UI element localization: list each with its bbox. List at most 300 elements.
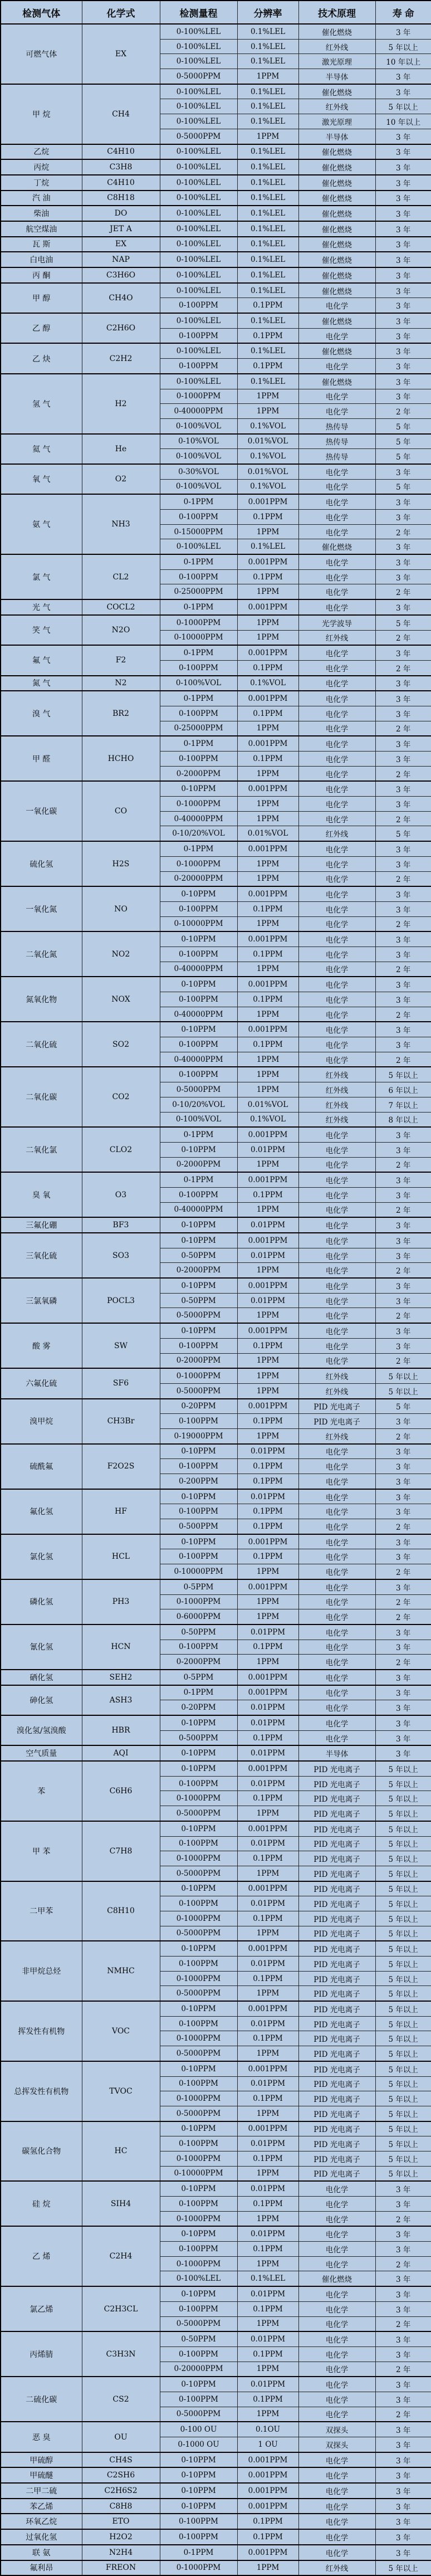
cell-resolution: 0.1%LEL <box>237 206 298 221</box>
cell-chemical-formula: F2O2S <box>82 1444 160 1489</box>
cell-resolution: 1PPM <box>237 1866 298 1881</box>
cell-principle: PID 光电离子 <box>298 1821 375 1836</box>
cell-detection-range: 0-100%LEL <box>160 99 237 114</box>
cell-resolution: 1PPM <box>237 1202 298 1217</box>
cell-detection-range: 0-100%LEL <box>160 283 237 298</box>
cell-principle: 电化学 <box>298 797 375 812</box>
cell-principle: 电化学 <box>298 752 375 767</box>
table-row <box>1 676 431 691</box>
cell-detection-range: 0-1000PPM <box>160 389 237 404</box>
cell-resolution: 0.1PPM <box>237 298 298 313</box>
cell-detection-range: 0-40000PPM <box>160 1202 237 1217</box>
cell-lifespan: 3 年 <box>375 2529 431 2545</box>
cell-detection-range: 0-100PPM <box>160 2136 237 2151</box>
cell-resolution: 1PPM <box>237 69 298 84</box>
cell-chemical-formula: BR2 <box>82 691 160 736</box>
cell-gas-name: 氮 气 <box>1 676 82 691</box>
cell-detection-range: 0-5000PPM <box>160 1926 237 1941</box>
cell-lifespan: 5 年 <box>375 1399 431 1414</box>
cell-chemical-formula: NO2 <box>82 931 160 977</box>
cell-resolution: 0.1%LEL <box>237 2271 298 2286</box>
cell-resolution: 0.01PPM <box>237 2377 298 2392</box>
cell-resolution: 1PPM <box>237 1082 298 1097</box>
cell-detection-range: 0-5000PPM <box>160 2407 237 2422</box>
cell-resolution: 0.1PPM <box>237 1474 298 1489</box>
cell-chemical-formula: HBR <box>82 1715 160 1745</box>
cell-chemical-formula: OU <box>82 2422 160 2452</box>
cell-lifespan: 3 年 <box>375 947 431 962</box>
cell-lifespan: 3 年 <box>375 267 431 283</box>
cell-chemical-formula: N2H4 <box>82 2545 160 2560</box>
cell-detection-range: 0-100PPM <box>160 901 237 916</box>
cell-lifespan: 2 年 <box>375 2362 431 2377</box>
cell-resolution: 0.1PPM <box>237 1640 298 1655</box>
cell-chemical-formula: SEH2 <box>82 1670 160 1685</box>
cell-detection-range: 0-1PPM <box>160 736 237 751</box>
cell-principle: 电化学 <box>298 1700 375 1715</box>
cell-principle: 电化学 <box>298 2242 375 2257</box>
cell-detection-range: 0-100PPM <box>160 1896 237 1911</box>
cell-principle: 电化学 <box>298 1052 375 1067</box>
cell-detection-range: 0-100%VOL <box>160 676 237 691</box>
cell-lifespan: 3 年 <box>375 1323 431 1338</box>
cell-chemical-formula: C8H18 <box>82 191 160 206</box>
cell-principle: 电化学 <box>298 1624 375 1640</box>
cell-gas-name: 三氧化硫 <box>1 1233 82 1278</box>
cell-detection-range: 0-100PPM <box>160 1776 237 1791</box>
cell-resolution: 1PPM <box>237 1428 298 1443</box>
cell-resolution: 0.1%VOL <box>237 449 298 464</box>
cell-detection-range: 0-20000PPM <box>160 871 237 886</box>
cell-detection-range: 0-100 OU <box>160 2422 237 2437</box>
cell-principle: 催化燃烧 <box>298 84 375 99</box>
cell-detection-range: 0-100PPM <box>160 2392 237 2407</box>
cell-lifespan: 2 年 <box>375 1428 431 1443</box>
cell-detection-range: 0-100%LEL <box>160 267 237 283</box>
table-row <box>1 931 431 947</box>
cell-resolution: 1PPM <box>237 2407 298 2422</box>
cell-principle: PID 光电离子 <box>298 2136 375 2151</box>
table-row <box>1 2061 431 2076</box>
cell-resolution: 0.1%LEL <box>237 539 298 554</box>
cell-resolution: 0.1PPM <box>237 2392 298 2407</box>
cell-principle: 催化燃烧 <box>298 206 375 221</box>
cell-detection-range: 0-100PPM <box>160 1640 237 1655</box>
cell-resolution: 1PPM <box>237 797 298 812</box>
cell-principle: 红外线 <box>298 1067 375 1082</box>
cell-resolution: 0.1PPM <box>237 2151 298 2166</box>
cell-detection-range: 0-1000PPM <box>160 1368 237 1383</box>
cell-detection-range: 0-10000PPM <box>160 630 237 645</box>
cell-detection-range: 0-100PPM <box>160 706 237 721</box>
cell-principle: PID 光电离子 <box>298 2016 375 2031</box>
cell-lifespan: 3 年 <box>375 554 431 569</box>
cell-principle: 激光原理 <box>298 114 375 129</box>
cell-resolution: 0.1PPM <box>237 1549 298 1564</box>
cell-principle: 热传导 <box>298 418 375 433</box>
cell-chemical-formula: C3H8 <box>82 159 160 175</box>
cell-principle: 电化学 <box>298 1474 375 1489</box>
cell-principle: 电化学 <box>298 886 375 901</box>
cell-detection-range: 0-1000PPM <box>160 1911 237 1926</box>
cell-resolution: 0.1PPM <box>237 2031 298 2046</box>
cell-gas-name: 甲 醛 <box>1 736 82 781</box>
cell-principle: 催化燃烧 <box>298 221 375 237</box>
cell-chemical-formula: NAP <box>82 252 160 267</box>
table-row <box>1 1217 431 1233</box>
cell-lifespan: 3 年 <box>375 645 431 660</box>
cell-chemical-formula: JET A <box>82 221 160 237</box>
table-row <box>1 343 431 358</box>
cell-detection-range: 0-100PPM <box>160 1067 237 1082</box>
cell-detection-range: 0-100%LEL <box>160 191 237 206</box>
cell-principle: 红外线 <box>298 1082 375 1097</box>
cell-lifespan: 3 年 <box>375 2346 431 2362</box>
table-row <box>1 1444 431 1459</box>
cell-detection-range: 0-100%LEL <box>160 374 237 389</box>
table-row <box>1 1368 431 1383</box>
cell-resolution: 1PPM <box>237 389 298 404</box>
cell-gas-name: 空气质量 <box>1 1745 82 1761</box>
cell-lifespan: 2 年 <box>375 1263 431 1278</box>
cell-detection-range: 0-100PPM <box>160 510 237 525</box>
cell-principle: 电化学 <box>298 2226 375 2241</box>
cell-lifespan: 3 年 <box>375 1715 431 1730</box>
cell-principle: 电化学 <box>298 947 375 962</box>
cell-principle: PID 光电离子 <box>298 2001 375 2016</box>
cell-resolution: 0.001PPM <box>237 1579 298 1594</box>
cell-detection-range: 0-100%LEL <box>160 159 237 175</box>
cell-detection-range: 0-1000PPM <box>160 2211 237 2226</box>
cell-resolution: 0.1%LEL <box>237 159 298 175</box>
cell-gas-name: 二氧化碳 <box>1 1067 82 1127</box>
cell-chemical-formula: NH3 <box>82 494 160 554</box>
cell-lifespan: 3 年 <box>375 283 431 298</box>
table-row <box>1 434 431 449</box>
cell-principle: 电化学 <box>298 660 375 675</box>
cell-detection-range: 0-1PPM <box>160 841 237 856</box>
cell-lifespan: 3 年 <box>375 1730 431 1745</box>
cell-gas-name: 笑 气 <box>1 615 82 645</box>
cell-resolution: 0.1%LEL <box>237 313 298 328</box>
cell-lifespan: 3 年 <box>375 221 431 237</box>
cell-principle: 电化学 <box>298 871 375 886</box>
cell-detection-range: 0-1000PPM <box>160 2031 237 2046</box>
cell-detection-range: 0-15000PPM <box>160 524 237 539</box>
cell-resolution: 0.1%LEL <box>237 144 298 160</box>
cell-resolution: 0.01PPM <box>237 1248 298 1263</box>
cell-lifespan: 3 年 <box>375 1278 431 1293</box>
cell-lifespan: 3 年 <box>375 2499 431 2514</box>
table-row <box>1 2001 431 2016</box>
cell-lifespan: 3 年 <box>375 1127 431 1142</box>
cell-principle: 双探头 <box>298 2422 375 2437</box>
cell-detection-range: 0-100%VOL <box>160 1112 237 1127</box>
cell-lifespan: 3 年 <box>375 781 431 796</box>
cell-resolution: 0.1%LEL <box>237 54 298 69</box>
cell-detection-range: 0-25000PPM <box>160 584 237 599</box>
cell-principle: 电化学 <box>298 1609 375 1624</box>
cell-chemical-formula: POCL3 <box>82 1278 160 1323</box>
cell-lifespan: 3 年 <box>375 1037 431 1052</box>
cell-principle: 红外线 <box>298 1112 375 1127</box>
cell-principle: 电化学 <box>298 2407 375 2422</box>
cell-principle: 电化学 <box>298 2483 375 2499</box>
cell-resolution: 0.1PPM <box>237 1504 298 1519</box>
cell-principle: PID 光电离子 <box>298 1776 375 1791</box>
cell-lifespan: 3 年 <box>375 1534 431 1549</box>
cell-principle: PID 光电离子 <box>298 2046 375 2061</box>
cell-resolution: 1PPM <box>237 630 298 645</box>
cell-chemical-formula: H2 <box>82 374 160 434</box>
cell-detection-range: 0-100%LEL <box>160 206 237 221</box>
cell-lifespan: 3 年 <box>375 1474 431 1489</box>
cell-detection-range: 0-100%LEL <box>160 84 237 99</box>
cell-gas-name: 溴甲烷 <box>1 1399 82 1444</box>
cell-resolution: 0.001PPM <box>237 1534 298 1549</box>
cell-gas-name: 一氧化碳 <box>1 781 82 841</box>
cell-chemical-formula: O2 <box>82 464 160 494</box>
cell-resolution: 0.1%LEL <box>237 114 298 129</box>
cell-detection-range: 0-10000PPM <box>160 1564 237 1579</box>
cell-chemical-formula: VOC <box>82 2001 160 2061</box>
cell-resolution: 0.001PPM <box>237 2545 298 2560</box>
cell-gas-name: 苯 <box>1 1761 82 1821</box>
cell-resolution: 0.1PPM <box>237 1519 298 1534</box>
cell-detection-range: 0-10PPM <box>160 931 237 947</box>
cell-detection-range: 0-10PPM <box>160 2001 237 2016</box>
cell-resolution: 0.001PPM <box>237 1278 298 1293</box>
cell-lifespan: 3 年 <box>375 2437 431 2452</box>
cell-gas-name: 氧 气 <box>1 464 82 494</box>
cell-detection-range: 0-100%LEL <box>160 54 237 69</box>
cell-resolution: 0.001PPM <box>237 2452 298 2468</box>
cell-principle: 电化学 <box>298 1459 375 1474</box>
cell-gas-name: 氯 气 <box>1 554 82 599</box>
cell-resolution: 0.001PPM <box>237 2121 298 2136</box>
cell-lifespan: 2 年 <box>375 962 431 977</box>
cell-lifespan: 3 年 <box>375 1640 431 1655</box>
cell-detection-range: 0-10/20%VOL <box>160 826 237 841</box>
cell-gas-name: 柴油 <box>1 206 82 221</box>
cell-detection-range: 0-1000PPM <box>160 2091 237 2106</box>
cell-lifespan: 3 年 <box>375 1670 431 1685</box>
cell-detection-range: 0-10000PPM <box>160 2166 237 2181</box>
cell-principle: PID 光电离子 <box>298 1971 375 1986</box>
cell-lifespan: 3 年 <box>375 569 431 584</box>
cell-resolution: 0.1PPM <box>237 359 298 374</box>
cell-resolution: 1PPM <box>237 916 298 931</box>
cell-gas-name: 氦 气 <box>1 434 82 464</box>
header-principle: 技术原理 <box>298 1 375 24</box>
cell-detection-range: 0-40000PPM <box>160 1052 237 1067</box>
cell-lifespan: 3 年 <box>375 2242 431 2257</box>
cell-principle: 电化学 <box>298 2181 375 2196</box>
cell-principle: 催化燃烧 <box>298 159 375 175</box>
cell-chemical-formula: HCN <box>82 1624 160 1670</box>
cell-lifespan: 5 年以上 <box>375 1866 431 1881</box>
table-row <box>1 2331 431 2346</box>
cell-resolution: 0.1PPM <box>237 901 298 916</box>
cell-chemical-formula: ASH3 <box>82 1685 160 1715</box>
cell-gas-name: 非甲烷总烃 <box>1 1941 82 2001</box>
table-row <box>1 1624 431 1640</box>
cell-principle: 催化燃烧 <box>298 283 375 298</box>
cell-chemical-formula: CH4S <box>82 2452 160 2468</box>
cell-principle: PID 光电离子 <box>298 1881 375 1896</box>
cell-gas-name: 航空煤油 <box>1 221 82 237</box>
cell-resolution: 0.1PPM <box>237 2514 298 2529</box>
cell-gas-name: 二甲苯 <box>1 1881 82 1941</box>
cell-lifespan: 3 年 <box>375 691 431 706</box>
cell-detection-range: 0-5PPM <box>160 1579 237 1594</box>
table-row <box>1 2483 431 2499</box>
cell-detection-range: 0-10PPM <box>160 2377 237 2392</box>
cell-lifespan: 5 年以上 <box>375 1368 431 1383</box>
cell-resolution: 0.001PPM <box>237 1821 298 1836</box>
cell-chemical-formula: SIH4 <box>82 2181 160 2226</box>
cell-detection-range: 0-10PPM <box>160 1489 237 1504</box>
cell-resolution: 0.01PPM <box>237 1957 298 1972</box>
cell-lifespan: 3 年 <box>375 129 431 144</box>
cell-lifespan: 3 年 <box>375 1187 431 1202</box>
cell-lifespan: 3 年 <box>375 343 431 358</box>
cell-principle: 电化学 <box>298 1564 375 1579</box>
cell-gas-name: 二甲二硫 <box>1 2483 82 2499</box>
table-row <box>1 1323 431 1338</box>
cell-gas-name: 甲 苯 <box>1 1821 82 1881</box>
cell-detection-range: 0-5000PPM <box>160 1383 237 1398</box>
cell-lifespan: 5 年以上 <box>375 1776 431 1791</box>
cell-resolution: 0.01PPM <box>237 2181 298 2196</box>
cell-resolution: 0.01PPM <box>237 2136 298 2151</box>
cell-detection-range: 0-50PPM <box>160 1293 237 1308</box>
cell-gas-name: 甲 烷 <box>1 84 82 144</box>
cell-lifespan: 2 年 <box>375 524 431 539</box>
cell-resolution: 0.1PPM <box>237 2242 298 2257</box>
cell-lifespan: 3 年 <box>375 374 431 389</box>
cell-resolution: 0.1%VOL <box>237 1112 298 1127</box>
cell-detection-range: 0-10PPM <box>160 2226 237 2241</box>
cell-lifespan: 2 年 <box>375 1609 431 1624</box>
cell-lifespan: 3 年 <box>375 992 431 1007</box>
cell-detection-range: 0-1000PPM <box>160 2560 237 2576</box>
cell-principle: 电化学 <box>298 1172 375 1187</box>
cell-lifespan: 3 年 <box>375 206 431 221</box>
cell-resolution: 1PPM <box>237 1926 298 1941</box>
cell-resolution: 0.1PPM <box>237 2301 298 2316</box>
cell-principle: 红外线 <box>298 826 375 841</box>
cell-lifespan: 3 年 <box>375 159 431 175</box>
cell-lifespan: 3 年 <box>375 510 431 525</box>
cell-lifespan: 3 年 <box>375 494 431 509</box>
cell-gas-name: 氟利昂 <box>1 2560 82 2576</box>
cell-gas-name: 溴化氢/氢溴酸 <box>1 1715 82 1745</box>
cell-chemical-formula: CO <box>82 781 160 841</box>
table-row <box>1 252 431 267</box>
cell-principle: 电化学 <box>298 554 375 569</box>
table-row <box>1 2422 431 2437</box>
cell-detection-range: 0-1PPM <box>160 1127 237 1142</box>
cell-lifespan: 5 年以上 <box>375 1896 431 1911</box>
cell-detection-range: 0-100PPM <box>160 2529 237 2545</box>
cell-gas-name: 二硫化碳 <box>1 2377 82 2422</box>
cell-resolution: 0.1PPM <box>237 706 298 721</box>
table-row <box>1 615 431 630</box>
cell-lifespan: 3 年 <box>375 1233 431 1248</box>
cell-principle: 电化学 <box>298 1187 375 1202</box>
cell-lifespan: 3 年 <box>375 2226 431 2241</box>
cell-resolution: 0.01PPM <box>237 2076 298 2091</box>
cell-lifespan: 2 年 <box>375 1564 431 1579</box>
cell-resolution: 1PPM <box>237 2362 298 2377</box>
cell-chemical-formula: C8H8 <box>82 2499 160 2514</box>
cell-lifespan: 3 年 <box>375 2377 431 2392</box>
cell-lifespan: 5 年 <box>375 449 431 464</box>
cell-detection-range: 0-40000PPM <box>160 811 237 826</box>
cell-principle: PID 光电离子 <box>298 1851 375 1866</box>
cell-principle: 催化燃烧 <box>298 175 375 191</box>
cell-detection-range: 0-1PPM <box>160 691 237 706</box>
cell-principle: 电化学 <box>298 1308 375 1323</box>
cell-resolution: 0.1PPM <box>237 2091 298 2106</box>
cell-principle: 红外线 <box>298 1428 375 1443</box>
cell-detection-range: 0-100PPM <box>160 2514 237 2529</box>
cell-resolution: 1PPM <box>237 766 298 781</box>
cell-principle: 电化学 <box>298 1685 375 1700</box>
cell-resolution: 0.01PPM <box>237 1700 298 1715</box>
cell-detection-range: 0-10PPM <box>160 1323 237 1338</box>
table-row <box>1 1745 431 1761</box>
cell-principle: 电化学 <box>298 1504 375 1519</box>
cell-lifespan: 2 年 <box>375 1202 431 1217</box>
table-row <box>1 1670 431 1685</box>
cell-lifespan: 3 年 <box>375 2271 431 2286</box>
cell-resolution: 0.1PPM <box>237 569 298 584</box>
cell-principle: 催化燃烧 <box>298 237 375 252</box>
cell-lifespan: 3 年 <box>375 175 431 191</box>
cell-gas-name: 硫酰氟 <box>1 1444 82 1489</box>
cell-principle: 电化学 <box>298 2331 375 2346</box>
cell-detection-range: 0-6000PPM <box>160 1609 237 1624</box>
cell-lifespan: 3 年 <box>375 736 431 751</box>
cell-principle: 催化燃烧 <box>298 144 375 160</box>
cell-resolution: 0.1PPM <box>237 1791 298 1806</box>
cell-principle: 电化学 <box>298 2545 375 2560</box>
cell-principle: 电化学 <box>298 676 375 691</box>
cell-lifespan: 3 年 <box>375 1022 431 1037</box>
cell-detection-range: 0-50PPM <box>160 1624 237 1640</box>
cell-principle: PID 光电离子 <box>298 1866 375 1881</box>
cell-principle: 电化学 <box>298 1579 375 1594</box>
cell-detection-range: 0-100%LEL <box>160 252 237 267</box>
cell-principle: PID 光电离子 <box>298 2076 375 2091</box>
cell-detection-range: 0-2000PPM <box>160 1655 237 1670</box>
cell-chemical-formula: C2H3CL <box>82 2286 160 2331</box>
cell-detection-range: 0-5000PPM <box>160 2106 237 2121</box>
cell-gas-name: 酸 雾 <box>1 1323 82 1368</box>
cell-detection-range: 0-10PPM <box>160 1715 237 1730</box>
cell-detection-range: 0-100%LEL <box>160 343 237 358</box>
cell-principle: PID 光电离子 <box>298 2106 375 2121</box>
header-row <box>1 1 431 24</box>
cell-principle: 电化学 <box>298 2392 375 2407</box>
cell-resolution: 0.01PPM <box>237 1444 298 1459</box>
cell-principle: 电化学 <box>298 328 375 343</box>
cell-principle: PID 光电离子 <box>298 1941 375 1956</box>
cell-principle: 电化学 <box>298 2514 375 2529</box>
cell-detection-range: 0-1PPM <box>160 645 237 660</box>
